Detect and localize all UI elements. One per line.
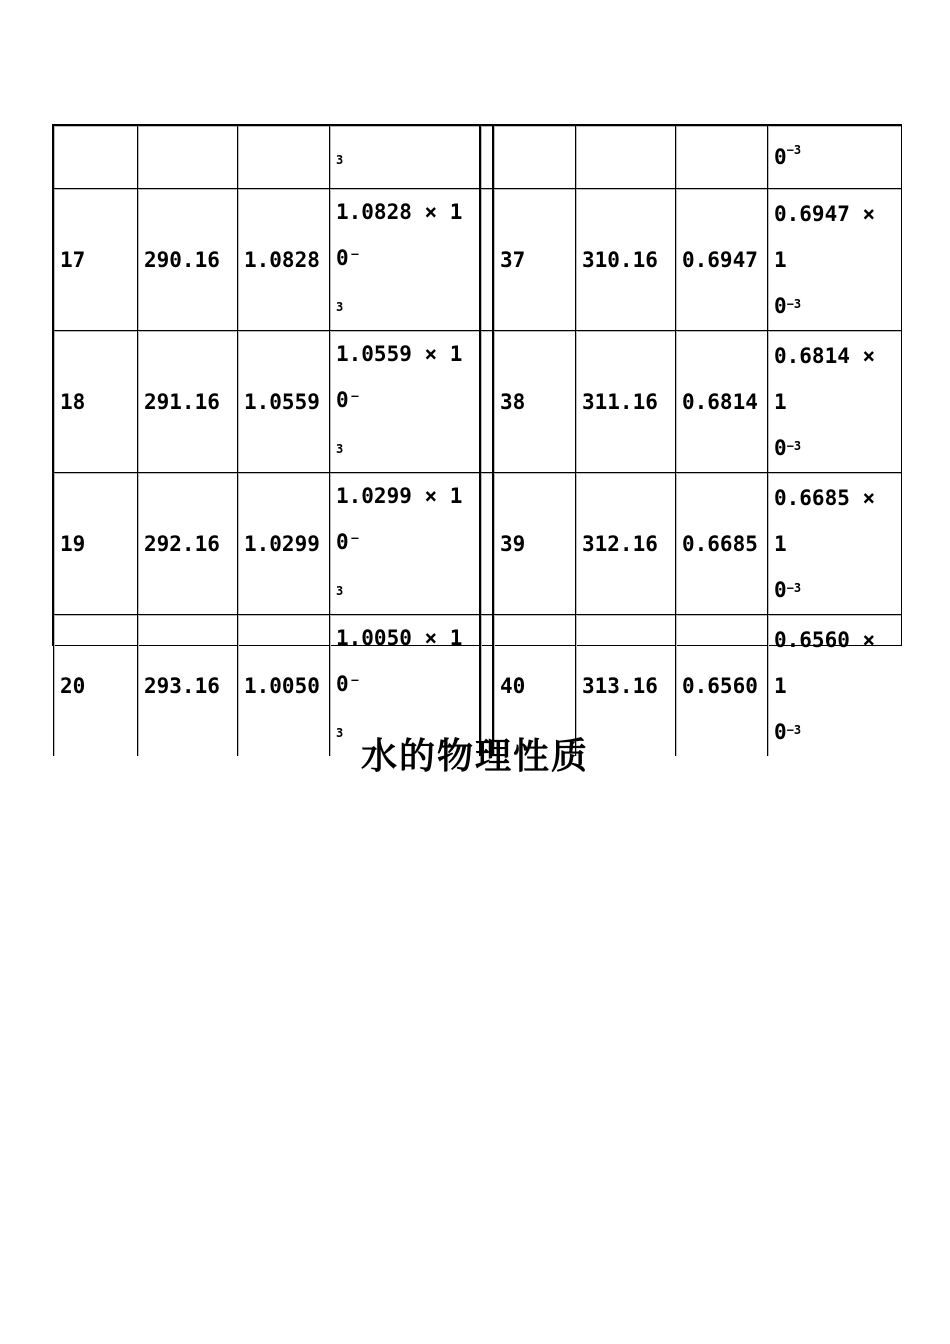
temp-k-cell: 310.16	[575, 188, 675, 330]
sci-tail-text: 3	[336, 442, 344, 456]
sci-value-text: 1.0559 × 10⁻	[336, 342, 463, 412]
value-cell: 0.6560	[675, 614, 767, 756]
sci-value-cell	[767, 188, 901, 330]
table-row	[53, 472, 901, 614]
sci-value-text: 0.6685 × 1	[774, 485, 876, 556]
value-cell: 0.6947	[675, 188, 767, 330]
sci-value-cell	[767, 330, 901, 472]
table-cell	[53, 125, 137, 188]
sci-exponent: −3	[786, 143, 802, 157]
table-gap	[479, 472, 493, 614]
sci-value-text: 0.6560 × 1	[774, 627, 876, 698]
value-cell: 1.0050	[237, 614, 329, 756]
sci-value-cell	[329, 330, 479, 472]
table-cell	[493, 125, 575, 188]
table-gap	[479, 188, 493, 330]
sci-tail-text: 0	[774, 719, 787, 744]
sci-value-text: 0.6947 × 1	[774, 201, 876, 272]
temp-c-cell: 39	[493, 472, 575, 614]
temp-k-cell: 313.16	[575, 614, 675, 756]
temp-c-cell: 20	[53, 614, 137, 756]
sci-value-cell	[767, 472, 901, 614]
section-title: 水的物理性质	[360, 736, 589, 777]
table-cell	[137, 125, 237, 188]
table-gap	[479, 125, 493, 188]
temp-k-cell: 311.16	[575, 330, 675, 472]
temp-k-cell: 290.16	[137, 188, 237, 330]
sci-exponent: −3	[786, 580, 802, 595]
temp-k-cell: 312.16	[575, 472, 675, 614]
sci-tail-text: 0	[774, 577, 787, 602]
table-cell	[575, 125, 675, 188]
temp-k-cell: 291.16	[137, 330, 237, 472]
sci-tail-text: 3	[336, 584, 344, 598]
value-cell: 1.0559	[237, 330, 329, 472]
sci-tail-text: 3	[336, 300, 344, 314]
temp-k-cell: 293.16	[137, 614, 237, 756]
sci-exponent: −3	[786, 438, 802, 453]
temp-c-cell: 37	[493, 188, 575, 330]
sci-value-text: 1.0828 × 10⁻	[336, 200, 463, 270]
sci-value-cell	[329, 188, 479, 330]
sci-value-text: 0.6814 × 1	[774, 343, 876, 414]
value-cell: 0.6814	[675, 330, 767, 472]
table-cell	[675, 125, 767, 188]
value-cell: 1.0299	[237, 472, 329, 614]
sci-tail-text: 0	[774, 145, 787, 169]
value-cell: 0.6685	[675, 472, 767, 614]
table-row	[53, 188, 901, 330]
temp-c-cell: 19	[53, 472, 137, 614]
sci-value-cell	[329, 472, 479, 614]
sci-tail-text: 3	[336, 726, 344, 740]
table-row-continuation	[53, 125, 901, 188]
table-cell-sci-tail	[767, 125, 901, 188]
temp-c-cell: 18	[53, 330, 137, 472]
table-cell-sci-tail	[329, 125, 479, 188]
value-cell: 1.0828	[237, 188, 329, 330]
table-cell	[237, 125, 329, 188]
temp-k-cell: 292.16	[137, 472, 237, 614]
table-gap	[479, 330, 493, 472]
viscosity-table	[53, 125, 901, 756]
temp-c-cell: 38	[493, 330, 575, 472]
temp-c-cell: 40	[493, 614, 575, 756]
data-table-frame	[52, 124, 902, 744]
sci-value-text: 1.0299 × 10⁻	[336, 484, 463, 554]
temp-c-cell: 17	[53, 188, 137, 330]
table-row	[53, 330, 901, 472]
sci-tail-text: 0	[774, 293, 787, 318]
sci-value-text: 1.0050 × 10⁻	[336, 626, 463, 696]
sci-exponent: −3	[786, 722, 802, 737]
sci-tail-text: 3	[336, 153, 344, 167]
sci-exponent: −3	[786, 296, 802, 311]
sci-tail-text: 0	[774, 435, 787, 460]
